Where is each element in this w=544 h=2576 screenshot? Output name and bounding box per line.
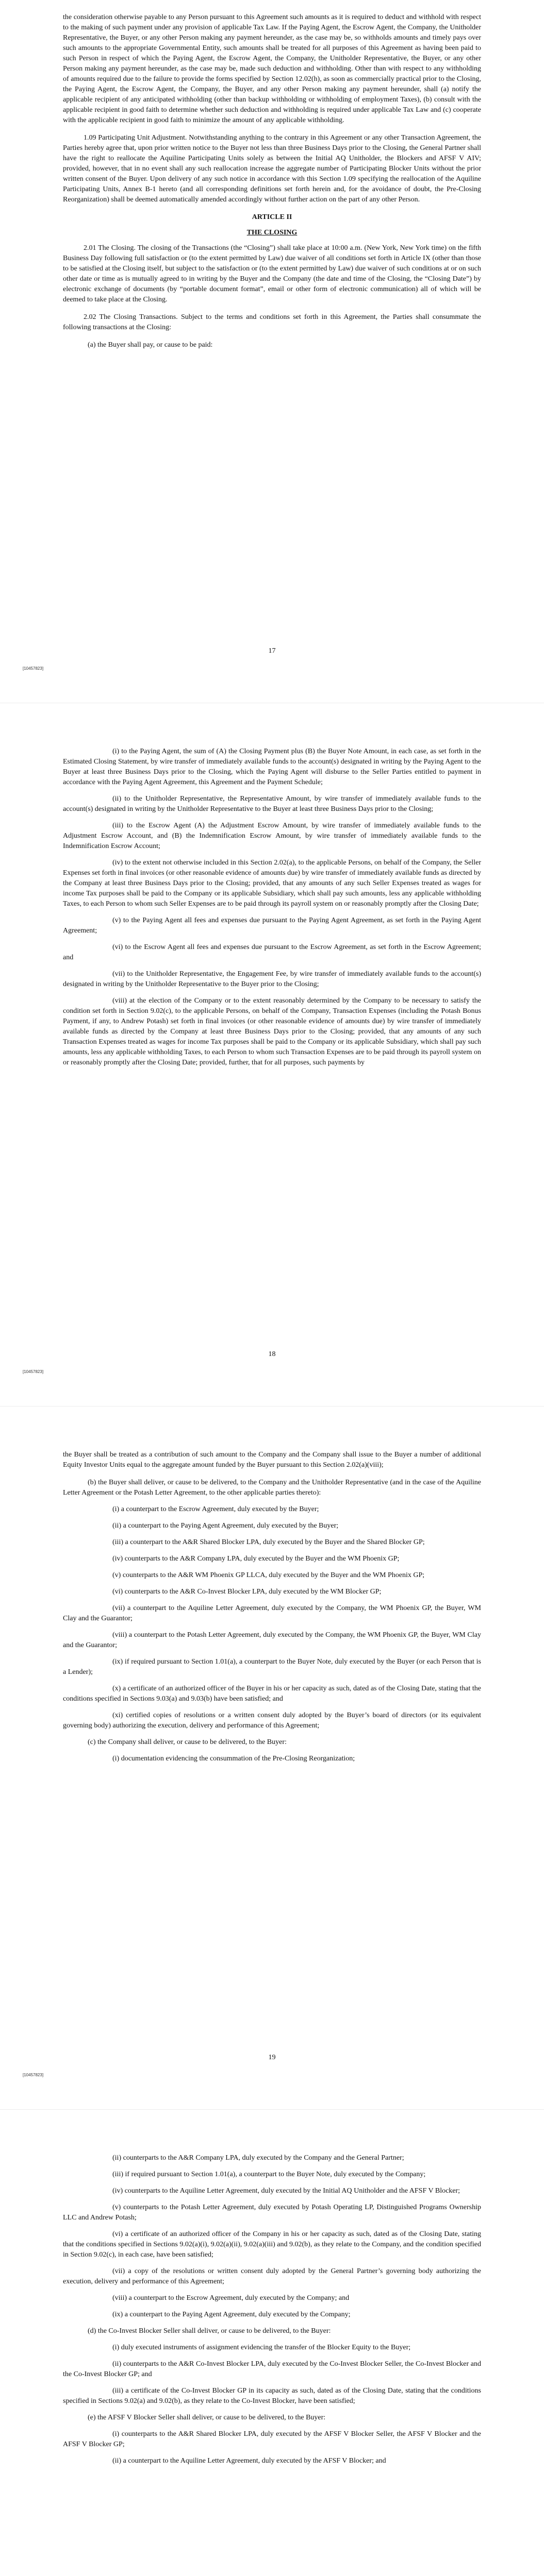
list-item: (viii) at the election of the Company or to the extent reasonably determined by the Company to be necessary to satisfy the condition set forth in Section 9.02(c), to the applicable Persons, on behalf of the Company, Transaction Expenses (including the Potash Bonus Payment, if any, to Andrew Potash) set forth in final invoices (or other reasonable evidence of amounts due) by wire transfer of immediately available funds as directed by the Company at least three Business Days prior to the Closing; provided, that any amounts of any such Transaction Expenses treated as wages for income Tax purposes shall be paid to the Company or its applicable Subsidiary, which shall pay such amounts, less any applicable withholding Taxes, to each Person to whom such Transaction Expenses are to be paid through its payroll system on or reasonably promptly after the Closing Date; provided, further, that for all purposes, such payments by (63, 997, 481, 1066)
list-item: (xi) certified copies of resolutions or a written consent duly adopted by the Buyer’s board of directors (or its equivalent governing body) authorizing the execution, delivery and performance of this Agreement; (63, 1711, 481, 1730)
list-item: (ii) a counterpart to the Aquiline Letter Agreement, duly executed by the AFSF V Blocker; and (112, 2457, 386, 2465)
list-item: (i) to the Paying Agent, the sum of (A) the Closing Payment plus (B) the Buyer Note Amount, in each case, as set forth in the Estimated Closing Statement, by wire transfer of immediately available funds to the account(s) designated in writing by the Paying Agent to the Buyer at least three Business Days prior to the Closing, which the Paying Agent will disburse to the Seller Parties entitled to payment in accordance with the Paying Agent Agreement, this Agreement and the Payment Schedule; (63, 748, 481, 786)
page-number: 19 (268, 2054, 276, 2061)
document-tag: [10457823] (23, 1369, 44, 1374)
clause-b: (b) the Buyer shall deliver, or cause to be delivered, to the Company and the Unitholder Representative (and in the case of the Aquiline Letter Agreement or the Potash Letter Agreement, to the other applicable parties thereto): (63, 1479, 481, 1497)
page-number: 18 (268, 1350, 276, 1358)
list-item: (ix) a counterpart to the Paying Agent Agreement, duly executed by the Company; (112, 2311, 351, 2318)
article-subtitle: THE CLOSING (246, 229, 298, 236)
list-item: (v) counterparts to the A&R WM Phoenix GP LLCA, duly executed by the Buyer and the WM Phoenix GP; (112, 1571, 425, 1579)
paragraph-section-2-02: 2.02 The Closing Transactions. Subject to the terms and conditions set forth in this Agreement, the Parties shall consummate the following transactions at the Closing: (63, 313, 481, 331)
paragraph-withholding: the consideration otherwise payable to any Person pursuant to this Agreement such amounts as it is required to deduct and withhold with respect to the making of such payment under any provision of applicable Tax Law. If the Paying Agent, the Escrow Agent, the Company, the Unitholder Representative, the Buyer, or any other Person making any payment hereunder, as the case may be, so withholds amounts and timely pays over such amounts to the appropriate Governmental Entity, such amounts shall be treated for all purposes of this Agreement as having been paid to such Person in respect of which the Paying Agent, the Escrow Agent, the Company, the Unitholder Representative, the Buyer, or any other Person making any payment hereunder, as the case may be, made such deduction and withholding. Other than with respect to any withholding of amounts required due to the failure to provide the forms specified by Section 12.02(h), as soon as commercially practical prior to the Closing, the Paying Agent, the Escrow Agent, the Company, the Buyer, and any other Person making any payment hereunder, shall (a) notify the applicable recipient of any anticipated withholding (other than backup withholding or withholding of employment Taxes), (b) consult with the applicable recipient in good faith to determine whether such deduction and withholding is required under applicable Tax Law and (c) cooperate with the applicable recipient in good faith to minimize the amount of any applicable withholding. (63, 13, 481, 124)
document-page-20 (0, 2110, 544, 2576)
list-item: (x) a certificate of an authorized officer of the Buyer in his or her capacity as such, dated as of the Closing Date, stating that the conditions specified in Sections 9.03(a) and 9.03(b) have been satisfied; and (63, 1685, 481, 1703)
list-item: (vi) counterparts to the A&R Co-Invest Blocker LPA, duly executed by the WM Blocker GP; (112, 1588, 382, 1596)
list-item: (iv) counterparts to the Aquiline Letter Agreement, duly executed by the Initial AQ Unitholder and the AFSF V Blocker; (112, 2187, 460, 2195)
list-item: (i) duly executed instruments of assignment evidencing the transfer of the Blocker Equity to the Buyer; (112, 2344, 411, 2351)
document-tag: [10457823] (23, 2073, 44, 2077)
list-item: (v) counterparts to the Potash Letter Agreement, duly executed by Potash Operating LP, Distinguished Programs Ownership LLC and Andrew Potash; (63, 2204, 481, 2222)
article-title: ARTICLE II (252, 213, 292, 221)
list-item: (i) a counterpart to the Escrow Agreement, duly executed by the Buyer; (112, 1505, 319, 1513)
list-item: (iii) a certificate of the Co-Invest Blocker GP in its capacity as such, dated as of the Closing Date, stating that the conditions specified in Sections 9.02(a) and 9.02(b), as they relate to the Co-Invest Blocker, have been satisfied; (63, 2387, 481, 2405)
list-item: (viii) a counterpart to the Escrow Agreement, duly executed by the Company; and (112, 2294, 350, 2302)
list-item: (i) counterparts to the A&R Shared Blocker LPA, duly executed by the AFSF V Blocker Seller, the AFSF V Blocker and the AFSF V Blocker GP; (63, 2430, 481, 2448)
list-item: (ii) to the Unitholder Representative, the Representative Amount, by wire transfer of immediately available funds to the account(s) designated in writing by the Unitholder Representative to the Buyer at least three Business Days prior to the Closing; (63, 795, 481, 813)
document-tag: [10457823] (23, 666, 44, 671)
list-item: (iii) if required pursuant to Section 1.01(a), a counterpart to the Buyer Note, duly executed by the Company; (112, 2171, 426, 2178)
paragraph-continuation: the Buyer shall be treated as a contribution of such amount to the Company and the Company shall issue to the Buyer a number of additional Equity Investor Units equal to the aggregate amount funded by the Buyer pursuant to this Section 2.02(a)(viii); (63, 1451, 481, 1469)
clause-d: (d) the Co-Invest Blocker Seller shall deliver, or cause to be delivered, to the Buyer: (88, 2327, 331, 2335)
list-item: (iv) to the extent not otherwise included in this Section 2.02(a), to the applicable Persons, on behalf of the Company, the Seller Expenses set forth in final invoices (or other reasonable evidence of amounts due) by wire transfer of immediately available funds as directed by the Company at least three Business Days prior to the Closing; provided, that any amounts of any such Seller Expenses treated as wages for income Tax purposes shall be paid to the Company or its applicable Subsidiary, which shall pay such amounts, less any applicable withholding Taxes, to each Person to whom such Seller Expenses are to be paid through its payroll system on or reasonably promptly after the Closing Date; (63, 859, 481, 908)
clause-c: (c) the Company shall deliver, or cause to be delivered, to the Buyer: (88, 1738, 287, 1746)
clause-a: (a) the Buyer shall pay, or cause to be paid: (88, 341, 213, 349)
list-item: (ii) counterparts to the A&R Co-Invest Blocker LPA, duly executed by the Co-Invest Blocker Seller, the Co-Invest Blocker and the Co-Invest Blocker GP; and (63, 2360, 481, 2378)
paragraph-section-1-09: 1.09 Participating Unit Adjustment. Notwithstanding anything to the contrary in this Agreement or any other Transaction Agreement, the Parties hereby agree that, upon prior written notice to the Buyer not less than three Business Days prior to the Closing, the General Partner shall have the right to reallocate the Aquiline Participating Units solely as between the Initial AQ Unitholder, the Blockers and AFSF V AIV; provided, however, that in no event shall any such reallocation increase the aggregate number of Participating Blocker Units without the prior written consent of the Buyer. Upon delivery of any such notice in accordance with this Section 1.09 specifying the reallocation of the Aquiline Participating Units, Annex B-1 hereto (and all corresponding definitions set forth herein and, for the avoidance of doubt, the Pre-Closing Reorganization) shall be deemed automatically amended accordingly without further action on the part of any other Person. (63, 134, 481, 204)
list-item: (ii) a counterpart to the Paying Agent Agreement, duly executed by the Buyer; (112, 1522, 339, 1530)
list-item: (vi) to the Escrow Agent all fees and expenses due pursuant to the Escrow Agreement, as set forth in the Escrow Agreement; and (63, 943, 481, 961)
list-item: (iii) a counterpart to the A&R Shared Blocker LPA, duly executed by the Buyer and the Shared Blocker GP; (112, 1538, 425, 1546)
list-item: (viii) a counterpart to the Potash Letter Agreement, duly executed by the Company, the WM Phoenix GP, the Buyer, WM Clay and the Guarantor; (63, 1631, 481, 1649)
clause-e: (e) the AFSF V Blocker Seller shall deliver, or cause to be delivered, to the Buyer: (88, 2414, 326, 2421)
list-item: (vii) to the Unitholder Representative, the Engagement Fee, by wire transfer of immediately available funds to the account(s) designated in writing by the Unitholder Representative to the Buyer prior to the Closing; (63, 970, 481, 988)
list-item: (iv) counterparts to the A&R Company LPA, duly executed by the Buyer and the WM Phoenix GP; (112, 1555, 400, 1563)
list-item: (vi) a certificate of an authorized officer of the Company in his or her capacity as such, dated as of the Closing Date, stating that the conditions specified in Sections 9.02(a)(i), 9.02(a)(ii), 9.02(a)(iii) and 9.02(b), as they relate to the Company, and the condition specified in Section 9.02(c), in each case, have been satisfied; (63, 2230, 481, 2259)
document-page-18 (0, 703, 544, 1406)
list-item: (ii) counterparts to the A&R Company LPA, duly executed by the Company and the General Partner; (112, 2154, 404, 2162)
document-page-17 (0, 0, 544, 703)
paragraph-section-2-01: 2.01 The Closing. The closing of the Transactions (the “Closing”) shall take place at 10:00 a.m. (New York, New York time) on the fifth Business Day following full satisfaction or (to the extent permitted by Law) due waiver of all conditions set forth in Article IX (other than those to be satisfied at the Closing itself, but subject to the satisfaction or (to the extent permitted by Law) due waiver of such conditions at or on such other date or time as is mutually agreed to in writing by the Buyer and the Company (the date and time of the Closing, the “Closing Date”) by electronic exchange of documents (by “portable document format”, email or other form of electronic communication) all of which will be deemed to take place at the Closing. (63, 244, 481, 303)
list-item: (ix) if required pursuant to Section 1.01(a), a counterpart to the Buyer Note, duly executed by the Buyer (or each Person that is a Lender); (63, 1658, 481, 1676)
list-item: (iii) to the Escrow Agent (A) the Adjustment Escrow Amount, by wire transfer of immediately available funds to the Adjustment Escrow Account, and (B) the Indemnification Escrow Amount, by wire transfer of immediately available funds to the Indemnification Escrow Account; (63, 822, 481, 850)
document-page-19 (0, 1406, 544, 2110)
list-item: (v) to the Paying Agent all fees and expenses due pursuant to the Paying Agent Agreement, as set forth in the Paying Agent Agreement; (63, 917, 481, 935)
list-item: (i) documentation evidencing the consummation of the Pre-Closing Reorganization; (112, 1755, 355, 1762)
page-number: 17 (268, 647, 276, 655)
list-item: (vii) a counterpart to the Aquiline Letter Agreement, duly executed by the Company, the WM Phoenix GP, the Buyer, WM Clay and the Guarantor; (63, 1604, 481, 1622)
list-item: (vii) a copy of the resolutions or written consent duly adopted by the General Partner’s governing body authorizing the execution, delivery and performance of this Agreement; (63, 2267, 481, 2285)
